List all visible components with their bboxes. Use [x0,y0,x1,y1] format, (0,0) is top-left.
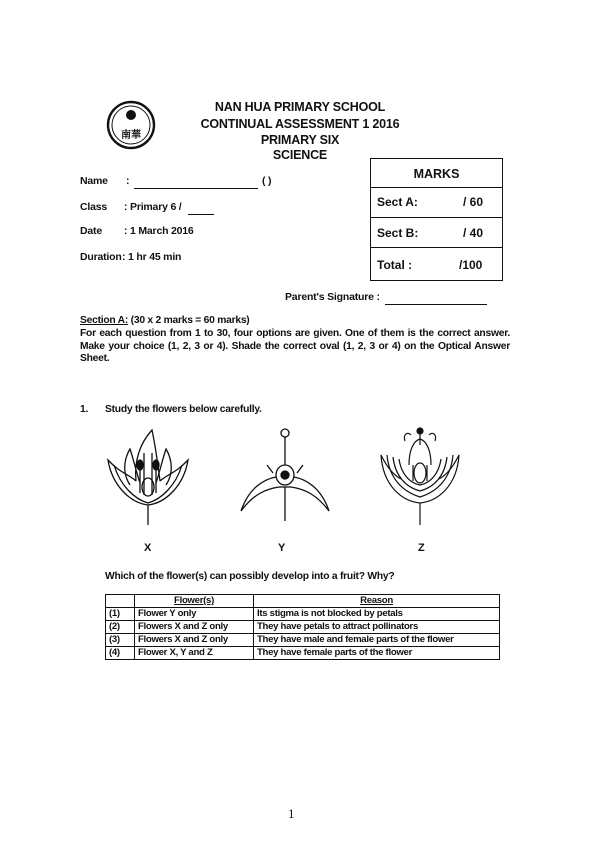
table-header-cell: Reason [254,595,500,608]
option-flower: Flowers X and Z only [135,621,254,634]
exam-title: CONTINUAL ASSESSMENT 1 2016 [200,117,400,131]
question-text: Which of the flower(s) can possibly develop into a fruit? Why? [105,571,395,582]
subject-title: SCIENCE [272,148,328,162]
option-flower: Flower Y only [135,608,254,621]
marks-box [370,158,503,281]
question-number: 1. [80,404,89,415]
class-label: Class [80,201,108,213]
date-label: Date [80,225,102,237]
parent-signature-label: Parent's Signature : [285,291,380,303]
name-input-line[interactable] [134,176,258,189]
marks-title: MARKS [371,159,502,188]
name-label: Name [80,175,108,187]
option-reason: Its stigma is not blocked by petals [254,608,500,621]
table-row[interactable] [106,608,500,621]
table-header-row [106,595,500,608]
level-title: PRIMARY SIX [260,133,340,147]
table-header-cell: Flower(s) [135,595,254,608]
flower-y-diagram [235,425,335,525]
school-logo [106,100,156,150]
marks-row-label: Sect A: [377,195,418,209]
duration-label: Duration [80,251,122,263]
class-input-line[interactable] [188,202,214,215]
duration-value: : 1 hr 45 min [122,251,182,263]
flower-y-label: Y [278,542,286,554]
flower-x-label: X [144,542,152,554]
marks-row-label: Total : [377,258,413,272]
marks-row-value: / 60 [463,195,484,209]
section-a-instructions: For each question from 1 to 30, four options are given. One of them is the correct answer. Make your choice (1, 2, 3 or 4). Shade the correct oval (1, 2, 3 or 4) on the Optical Answer Sheet. [80,328,510,364]
date-value: : 1 March 2016 [124,225,194,237]
option-reason: They have petals to attract pollinators [254,621,500,634]
option-number: (1) [106,608,135,621]
option-flower: Flower X, Y and Z [135,647,254,660]
flower-x-diagram [100,425,195,535]
marks-row-total [371,248,502,279]
logo-text: 南華 [121,130,141,141]
name-sep: : [126,175,130,187]
section-a-marks: (30 x 2 marks = 60 marks) [128,315,250,326]
question-prompt: Study the flowers below carefully. [105,404,262,415]
section-a-heading [80,315,510,328]
option-reason: They have male and female parts of the flower [254,634,500,647]
class-value: : Primary 6 / [124,201,182,213]
table-row[interactable] [106,634,500,647]
option-flower: Flowers X and Z only [135,634,254,647]
option-number: (4) [106,647,135,660]
flower-z-label: Z [418,542,425,554]
table-header-cell [106,595,135,608]
marks-row-value: / 40 [463,226,484,240]
option-reason: They have female parts of the flower [254,647,500,660]
options-table [105,594,500,660]
school-name: NAN HUA PRIMARY SCHOOL [214,100,386,114]
register-number-parens: ( ) [262,175,272,187]
table-row[interactable] [106,621,500,634]
option-number: (3) [106,634,135,647]
marks-row-label: Sect B: [377,226,419,240]
option-number: (2) [106,621,135,634]
marks-row-sect-a [371,187,502,218]
section-a-title: Section A: [80,315,129,326]
page-number: 1 [288,806,295,821]
flower-z-diagram [373,425,468,530]
marks-row-sect-b [371,218,502,248]
parent-signature-line[interactable] [385,292,487,305]
marks-row-value: /100 [459,258,483,272]
table-row[interactable] [106,647,500,660]
